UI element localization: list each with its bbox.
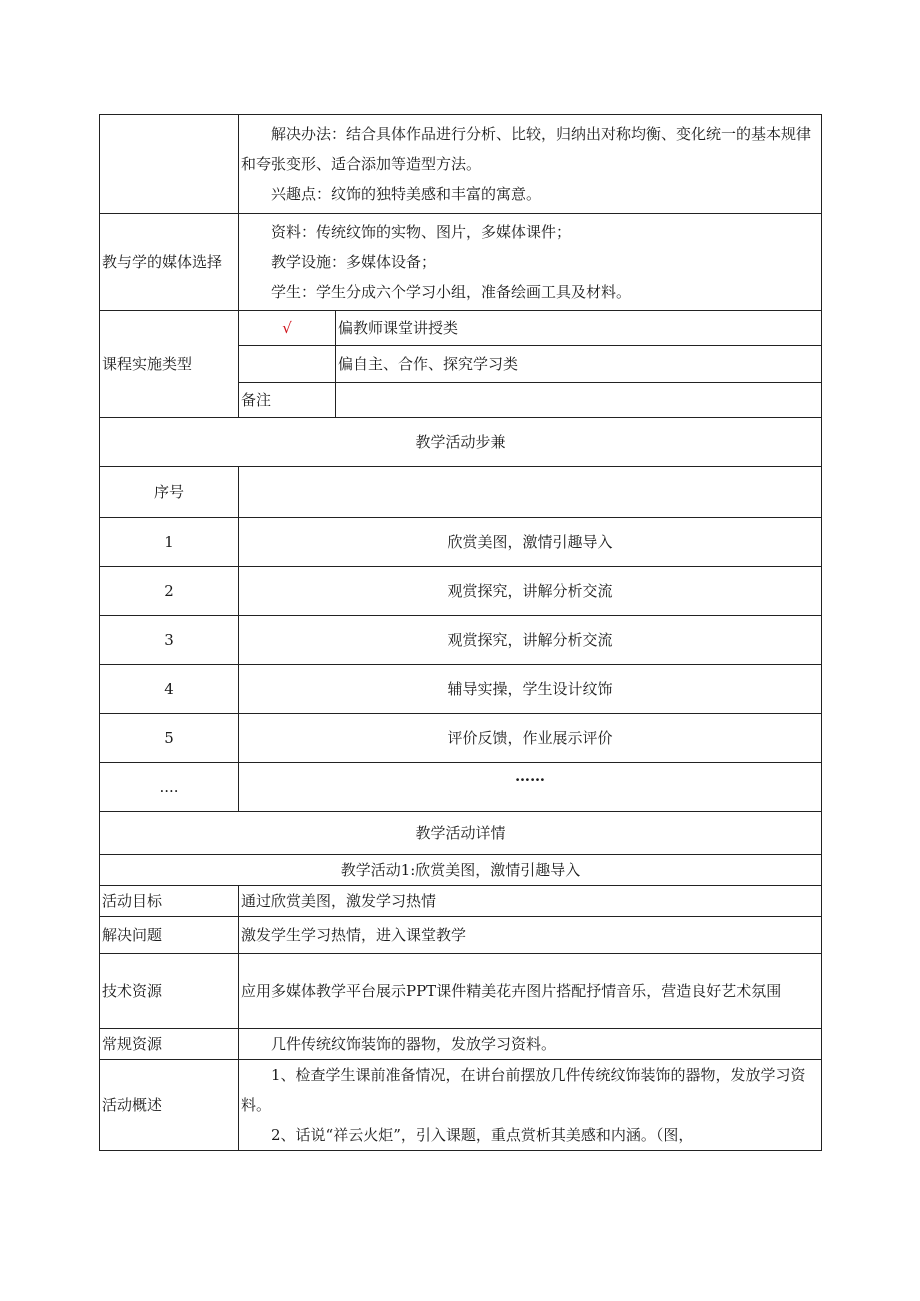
media-line-3: 学生：学生分成六个学习小组，准备绘画工具及材料。 <box>271 283 632 301</box>
media-label: 教与学的媒体选择 <box>100 214 239 311</box>
step-text: 欣赏美图，激情引趣导入 <box>239 518 822 567</box>
steps-header-no: 序号 <box>100 467 239 518</box>
step-row <box>100 763 822 812</box>
detail-row <box>100 1029 822 1060</box>
step-row <box>100 518 822 567</box>
step-no: .... <box>100 763 239 812</box>
activity-title: 教学活动1:欣赏美图，激情引趣导入 <box>100 855 822 886</box>
detail-label: 常规资源 <box>100 1029 239 1060</box>
detail-value: 应用多媒体教学平台展示PPT课件精美花卉图片搭配抒情音乐，营造良好艺术氛围 <box>239 954 822 1029</box>
step-text: …… <box>239 763 822 812</box>
step-row <box>100 616 822 665</box>
media-line-2: 教学设施：多媒体设备； <box>271 253 437 271</box>
remark-value <box>336 383 822 418</box>
steps-header-content <box>239 467 822 518</box>
media-line-1: 资料：传统纹饰的实物、图片，多媒体课件； <box>271 223 572 241</box>
steps-title-row <box>100 418 822 467</box>
step-text: 观赏探究，讲解分析交流 <box>239 567 822 616</box>
detail-value: 几件传统纹饰装饰的器物，发放学习资料。 <box>239 1029 822 1060</box>
difficulty-row <box>100 115 822 214</box>
steps-title: 教学活动步兼 <box>100 418 822 467</box>
step-row <box>100 567 822 616</box>
detail-label: 活动目标 <box>100 886 239 917</box>
step-no: 4 <box>100 665 239 714</box>
check-mark-1: √ <box>239 311 336 346</box>
interest-text: 兴趣点：纹饰的独特美感和丰富的寓意。 <box>271 185 542 203</box>
overview-line-1: 1、检查学生课前准备情况，在讲台前摆放几件传统纹饰装饰的器物，发放学习资料。 <box>241 1066 806 1114</box>
step-no: 3 <box>100 616 239 665</box>
overview-label: 活动概述 <box>100 1060 239 1151</box>
activity-title-row <box>100 855 822 886</box>
details-title-row <box>100 812 822 855</box>
check-mark-2 <box>239 346 336 383</box>
lesson-plan-page <box>99 114 821 1151</box>
details-title: 教学活动详情 <box>100 812 822 855</box>
step-no: 1 <box>100 518 239 567</box>
lesson-plan-table <box>99 114 822 1151</box>
detail-value: 通过欣赏美图，激发学习热情 <box>239 886 822 917</box>
step-row <box>100 714 822 763</box>
detail-row <box>100 917 822 954</box>
detail-label: 解决问题 <box>100 917 239 954</box>
step-text: 辅导实操，学生设计纹饰 <box>239 665 822 714</box>
detail-row <box>100 886 822 917</box>
detail-label: 技术资源 <box>100 954 239 1029</box>
overview-line-2: 2、话说“祥云火炬”，引入课题，重点赏析其美感和内涵。（图， <box>271 1126 694 1144</box>
course-type-label: 课程实施类型 <box>100 311 239 418</box>
step-no: 2 <box>100 567 239 616</box>
step-row <box>100 665 822 714</box>
remark-label: 备注 <box>239 383 336 418</box>
step-text: 评价反馈，作业展示评价 <box>239 714 822 763</box>
empty-label-cell <box>100 115 239 214</box>
detail-row <box>100 954 822 1029</box>
course-type-row-1 <box>100 311 822 346</box>
media-content <box>239 214 822 311</box>
difficulty-content <box>239 115 822 214</box>
course-option-2: 偏自主、合作、探究学习类 <box>336 346 822 383</box>
course-option-1: 偏教师课堂讲授类 <box>336 311 822 346</box>
solution-text: 解决办法：结合具体作品进行分析、比较，归纳出对称均衡、变化统一的基本规律和夸张变形、适合添加等造型方法。 <box>241 125 812 173</box>
step-no: 5 <box>100 714 239 763</box>
steps-header-row <box>100 467 822 518</box>
detail-value: 激发学生学习热情，进入课堂教学 <box>239 917 822 954</box>
step-text: 观赏探究，讲解分析交流 <box>239 616 822 665</box>
overview-row <box>100 1060 822 1151</box>
overview-content <box>239 1060 822 1151</box>
media-row <box>100 214 822 311</box>
